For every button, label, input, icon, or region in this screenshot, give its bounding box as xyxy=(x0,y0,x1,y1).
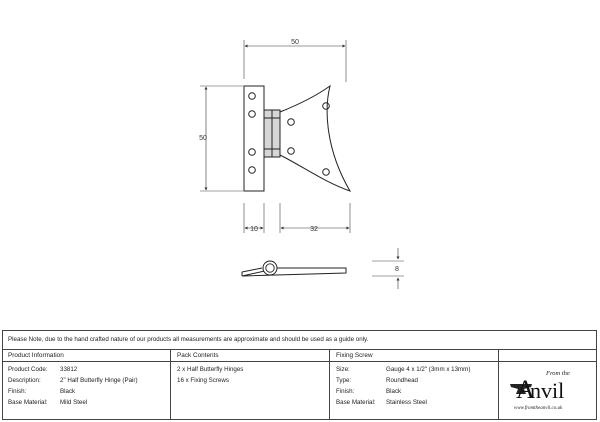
column-divider-2 xyxy=(329,349,330,419)
dimension-height-label: 50 xyxy=(199,135,207,142)
base-material-label: Base Material: xyxy=(8,399,48,406)
hinge-side-view xyxy=(242,261,346,276)
description-label: Description: xyxy=(8,377,41,384)
product-code-label: Product Code: xyxy=(8,366,48,373)
pack-item: 2 x Half Butterfly Hinges xyxy=(177,366,244,373)
divider-header xyxy=(2,361,597,362)
finish-value: Black xyxy=(60,388,76,395)
base-material-value: Mild Steel xyxy=(60,399,88,406)
finish-label: Finish: xyxy=(8,388,27,395)
screw-type-value: Roundhead xyxy=(386,377,418,384)
svg-text:www.fromtheanvil.co.uk: www.fromtheanvil.co.uk xyxy=(514,406,563,411)
anvil-logo xyxy=(506,364,594,414)
dimension-left xyxy=(199,86,243,191)
product-code-value: 33812 xyxy=(60,366,78,373)
svg-text:From the: From the xyxy=(546,370,570,377)
svg-text:nvil: nvil xyxy=(530,378,565,403)
hinge-front-view xyxy=(244,86,350,191)
screw-type-label: Type: xyxy=(336,377,352,384)
dimension-thickness-label: 8 xyxy=(395,266,399,273)
dimension-bottom xyxy=(244,203,350,233)
description-value: 2" Half Butterfly Hinge (Pair) xyxy=(60,377,138,384)
screw-material-label: Base Material: xyxy=(336,399,376,406)
dimension-thickness xyxy=(372,248,404,289)
screw-size-value: Gauge 4 x 1/2" (3mm x 13mm) xyxy=(386,366,471,373)
dimension-leaf-label: 10 xyxy=(250,226,258,233)
dimension-wing-label: 32 xyxy=(310,226,318,233)
screw-finish-value: Black xyxy=(386,388,402,395)
dimension-width-label: 50 xyxy=(291,39,299,46)
dimension-top xyxy=(244,39,346,82)
divider-top xyxy=(2,349,597,350)
screw-finish-label: Finish: xyxy=(336,388,355,395)
column-divider-3 xyxy=(498,349,499,419)
measurement-note: Please Note, due to the hand crafted nature of our products all measurements are approximate and should be used as a guide only. xyxy=(8,336,369,343)
fixing-screw-title: Fixing Screw xyxy=(336,352,373,359)
column-divider-1 xyxy=(170,349,171,419)
screw-material-value: Stainless Steel xyxy=(386,399,427,406)
pack-contents-title: Pack Contents xyxy=(177,352,219,359)
pack-item: 16 x Fixing Screws xyxy=(177,377,229,384)
screw-size-label: Size: xyxy=(336,366,350,373)
product-information-title: Product Information xyxy=(8,352,64,359)
svg-text:A: A xyxy=(516,375,535,404)
